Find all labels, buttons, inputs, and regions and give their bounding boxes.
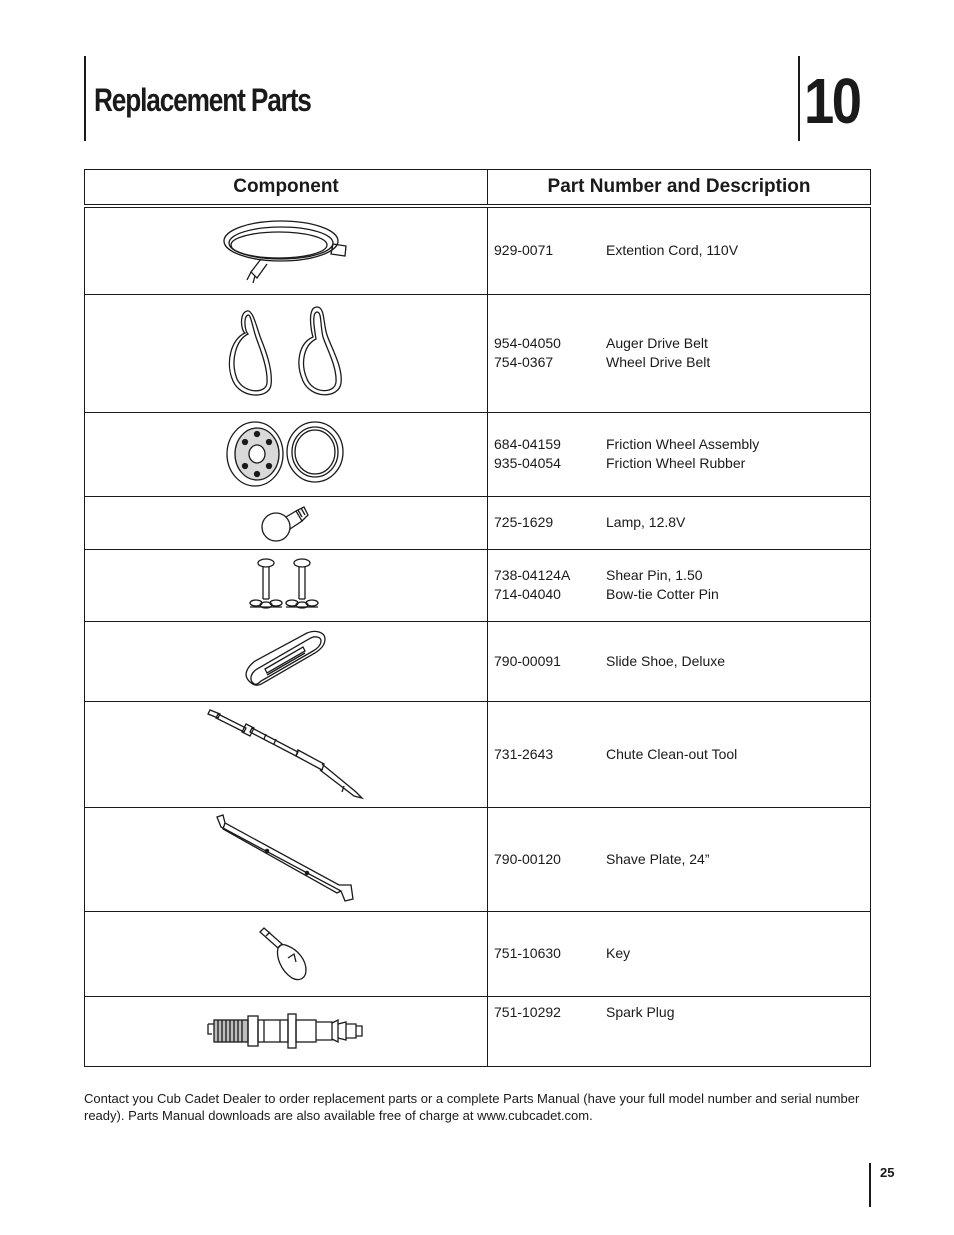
part-entry xyxy=(494,454,870,473)
drive-belts-icon xyxy=(221,303,351,403)
part-number: 738-04124A xyxy=(494,567,571,583)
part-cell xyxy=(488,496,871,549)
part-description: Spark Plug xyxy=(606,1003,675,1020)
part-description: Friction Wheel Rubber xyxy=(606,455,746,471)
component-cell xyxy=(85,549,488,621)
part-entry xyxy=(494,1003,870,1022)
table-row xyxy=(85,621,871,701)
part-description: Shave Plate, 24” xyxy=(606,850,710,867)
chapter-number: 10 xyxy=(804,65,860,137)
clean-out-tool-icon xyxy=(206,706,366,802)
part-description: Shear Pin, 1.50 xyxy=(606,567,703,583)
part-entry xyxy=(494,585,870,604)
part-description: Chute Clean-out Tool xyxy=(606,745,738,762)
page-title: Replacement Parts xyxy=(94,82,311,118)
part-number: 684-04159 xyxy=(494,436,561,452)
part-number: 714-04040 xyxy=(494,586,561,602)
column-header-part-number: Part Number and Description xyxy=(488,170,871,207)
part-number: 790-00091 xyxy=(494,652,561,669)
part-cell xyxy=(488,549,871,621)
part-description: Extention Cord, 110V xyxy=(606,242,739,259)
part-entry xyxy=(494,513,870,532)
part-cell xyxy=(488,206,871,294)
table-row xyxy=(85,996,871,1066)
spark-plug-icon xyxy=(206,1006,366,1056)
component-cell xyxy=(85,206,488,294)
component-cell xyxy=(85,621,488,701)
part-entry xyxy=(494,652,870,671)
chapter-divider xyxy=(798,56,800,141)
part-entry xyxy=(494,353,870,372)
part-entry xyxy=(494,241,870,260)
title-divider xyxy=(84,56,86,141)
table-row xyxy=(85,807,871,911)
table-row xyxy=(85,496,871,549)
part-entry xyxy=(494,745,870,764)
part-cell xyxy=(488,807,871,911)
extension-cord-icon xyxy=(221,216,351,286)
part-number: 751-10292 xyxy=(494,1003,561,1020)
part-number: 725-1629 xyxy=(494,514,554,530)
slide-shoe-icon xyxy=(241,629,331,693)
parts-table xyxy=(84,169,871,1067)
ignition-key-icon xyxy=(256,924,316,984)
part-entry xyxy=(494,334,870,353)
table-row xyxy=(85,412,871,496)
part-number: 751-10630 xyxy=(494,945,561,961)
table-row xyxy=(85,206,871,294)
friction-wheel-icon xyxy=(221,418,351,490)
part-entry xyxy=(494,944,870,963)
component-cell xyxy=(85,412,488,496)
lamp-bulb-icon xyxy=(256,501,316,545)
component-cell xyxy=(85,996,488,1066)
part-cell xyxy=(488,412,871,496)
component-cell xyxy=(85,807,488,911)
part-number: 790-00120 xyxy=(494,850,561,867)
page-number: 25 xyxy=(880,1165,895,1180)
part-description: Wheel Drive Belt xyxy=(606,354,711,370)
part-description: Lamp, 12.8V xyxy=(606,514,686,530)
shave-plate-icon xyxy=(211,813,361,905)
part-number: 754-0367 xyxy=(494,354,554,370)
part-number: 929-0071 xyxy=(494,242,554,259)
part-number: 731-2643 xyxy=(494,745,554,762)
component-cell xyxy=(85,496,488,549)
shear-pins-icon xyxy=(246,555,326,615)
table-row xyxy=(85,911,871,996)
part-cell xyxy=(488,294,871,412)
part-cell xyxy=(488,996,871,1066)
table-row xyxy=(85,294,871,412)
table-row xyxy=(85,701,871,807)
column-header-component: Component xyxy=(85,170,488,207)
ordering-note: Contact you Cub Cadet Dealer to order replacement parts or a complete Parts Manual (have your full model number and serial number ready). Parts Manual downloads are also available free of charge at www.cubcadet.com. xyxy=(84,1091,860,1123)
component-cell xyxy=(85,701,488,807)
table-header-row xyxy=(85,170,871,207)
component-cell xyxy=(85,294,488,412)
part-entry xyxy=(494,566,870,585)
table-row xyxy=(85,549,871,621)
part-cell xyxy=(488,621,871,701)
part-cell xyxy=(488,911,871,996)
part-number: 935-04054 xyxy=(494,455,561,471)
page-number-divider xyxy=(869,1163,871,1207)
part-entry xyxy=(494,850,870,869)
part-description: Auger Drive Belt xyxy=(606,335,708,351)
component-cell xyxy=(85,911,488,996)
part-cell xyxy=(488,701,871,807)
part-description: Friction Wheel Assembly xyxy=(606,436,760,452)
part-number: 954-04050 xyxy=(494,335,561,351)
part-description: Bow-tie Cotter Pin xyxy=(606,586,719,602)
part-description: Key xyxy=(606,945,631,961)
part-description: Slide Shoe, Deluxe xyxy=(606,652,726,669)
part-entry xyxy=(494,435,870,454)
